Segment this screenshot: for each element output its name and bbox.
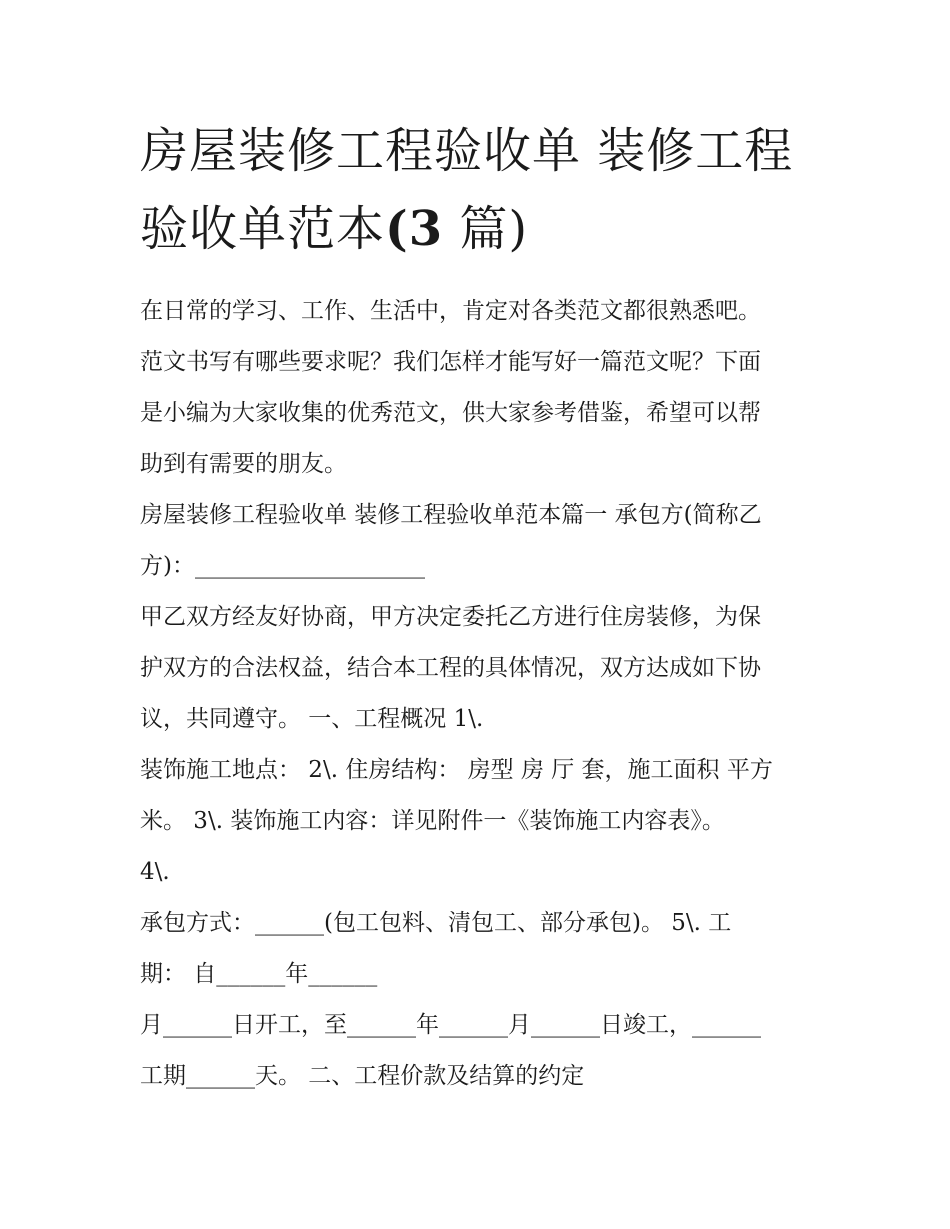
title-count: (3 [385, 201, 444, 257]
body-line-7: 甲乙双方经友好协商，甲方决定委托乙方进行住房装修，为保 [140, 604, 761, 630]
title-line-1: 房屋装修工程验收单 装修工程 [140, 123, 794, 179]
body-line-3: 是小编为大家收集的优秀范文，供大家参考借鉴，希望可以帮 [140, 400, 761, 426]
title-line-2-text: 验收单范本 [140, 201, 386, 257]
body-line-1: 在日常的学习、工作、生活中，肯定对各类范文都很熟悉吧。 [140, 298, 761, 324]
body-line-16: 工期______天。 二、工程价款及结算的约定 [140, 1063, 585, 1089]
body-line-12: 4\. [140, 859, 170, 885]
body-line-8: 护双方的合法权益，结合本工程的具体情况，双方达成如下协 [140, 655, 761, 681]
body-line-4: 助到有需要的朋友。 [140, 451, 347, 477]
body-line-13: 承包方式：______(包工包料、清包工、部分承包)。 5\. 工 [140, 910, 732, 936]
body-line-10: 装饰施工地点： 2\. 住房结构： 房型 房 厅 套，施工面积 平方 [140, 757, 773, 783]
document-page [140, 112, 820, 1102]
body-line-15: 月______日开工，至______年______月______日竣工，______ [140, 1012, 761, 1038]
title-line-2 [140, 190, 820, 268]
body-line-14: 期： 自______年______ [140, 961, 378, 987]
title-line-2-end: 篇) [443, 201, 529, 257]
body-line-2: 范文书写有哪些要求呢？我们怎样才能写好一篇范文呢？下面 [140, 349, 761, 375]
body-line-11: 米。 3\. 装饰施工内容：详见附件一《装饰施工内容表》。 [140, 808, 725, 834]
body-line-5: 房屋装修工程验收单 装修工程验收单范本篇一 承包方(简称乙 [140, 502, 762, 528]
body-line-6: 方)：____________________ [140, 553, 425, 579]
document-body [140, 286, 820, 1102]
body-line-9: 议，共同遵守。 一、工程概况 1\. [140, 706, 484, 732]
document-title [140, 112, 820, 268]
